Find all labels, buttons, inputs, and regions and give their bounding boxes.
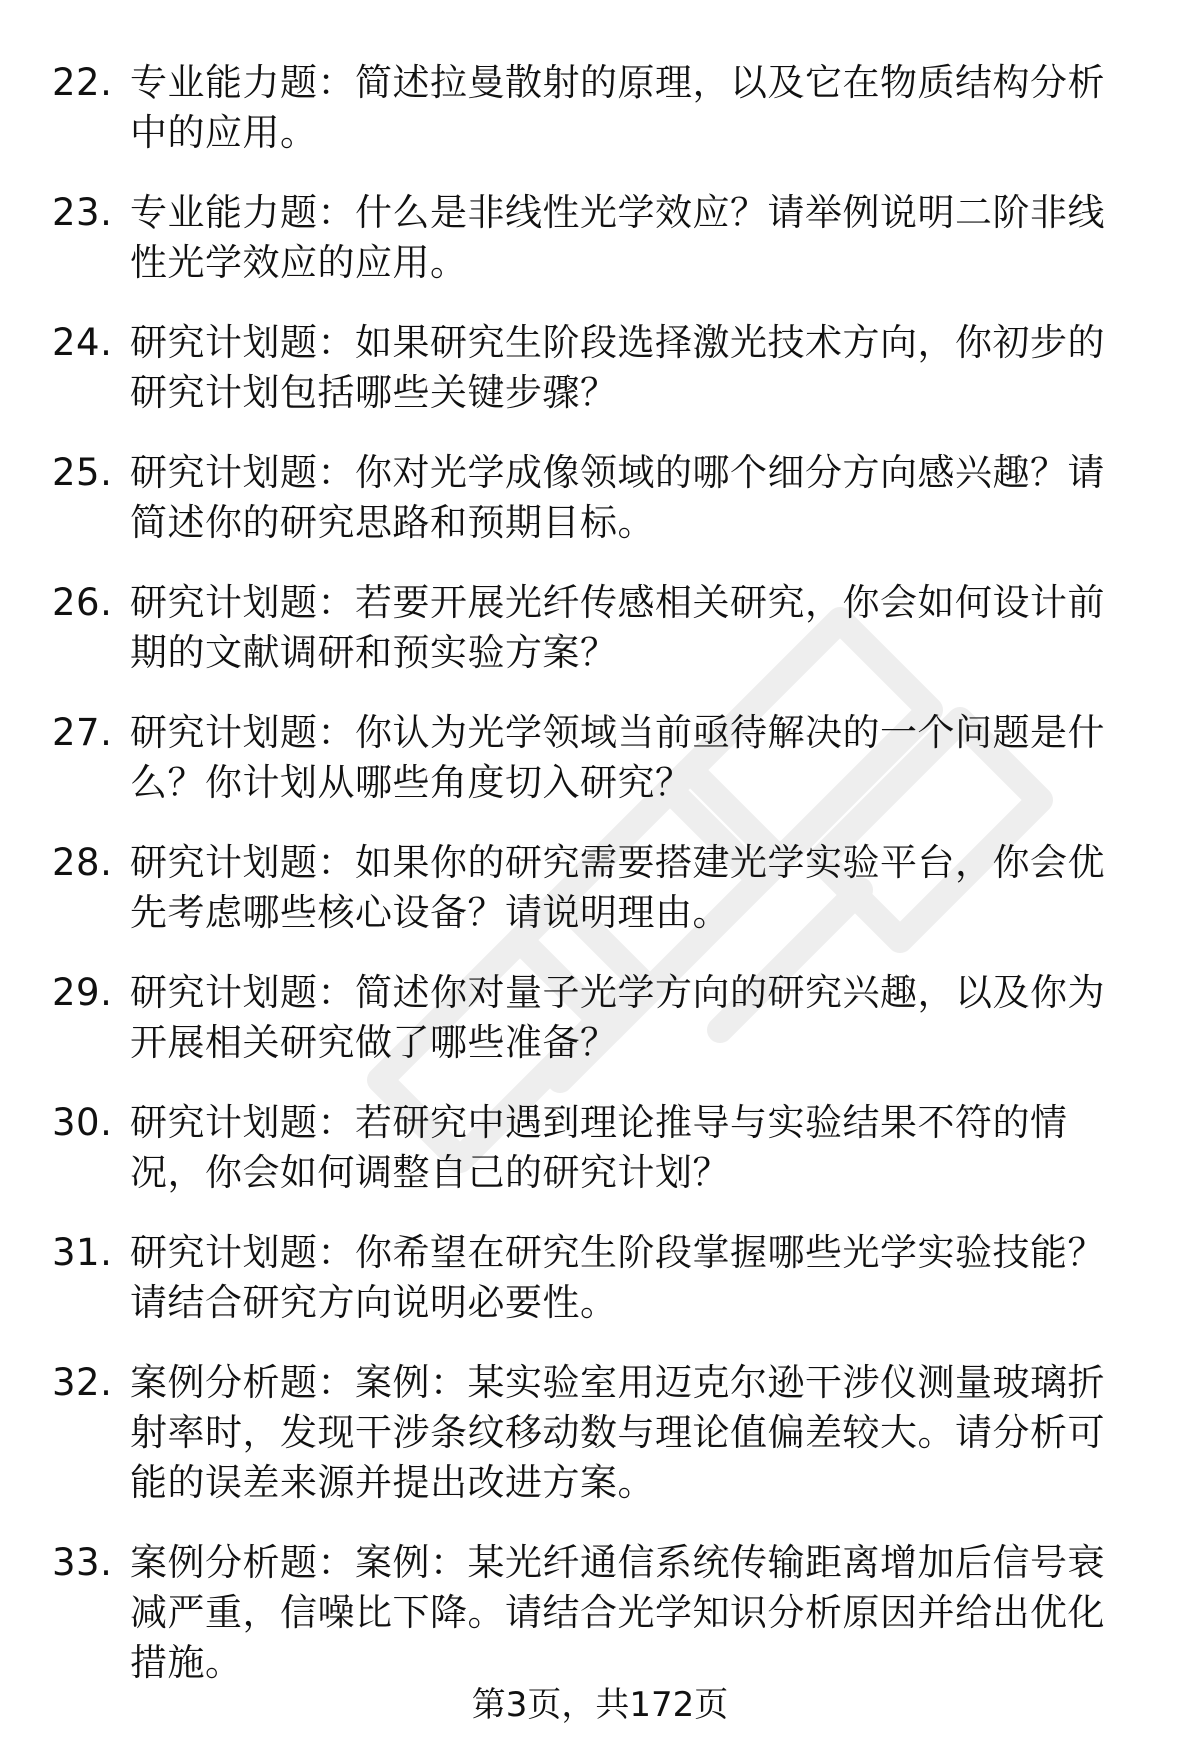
question-text: 研究计划题：你对光学成像领域的哪个细分方向感兴趣？请简述你的研究思路和预期目标。 (130, 451, 1105, 544)
question-text: 研究计划题：若要开展光纤传感相关研究，你会如何设计前期的文献调研和预实验方案？ (130, 581, 1105, 674)
list-item (0, 58, 1200, 158)
list-item (0, 1228, 1200, 1328)
question-text: 研究计划题：如果你的研究需要搭建光学实验平台，你会优先考虑哪些核心设备？请说明理由。 (130, 841, 1105, 934)
question-text: 研究计划题：你认为光学领域当前亟待解决的一个问题是什么？你计划从哪些角度切入研究？ (130, 711, 1105, 804)
list-item (0, 708, 1200, 808)
question-list (0, 58, 1200, 1718)
question-number: 23. (52, 191, 113, 234)
question-text: 案例分析题：案例：某实验室用迈克尔逊干涉仪测量玻璃折射率时，发现干涉条纹移动数与理论值偏差较大。请分析可能的误差来源并提出改进方案。 (130, 1361, 1105, 1504)
list-item (0, 1358, 1200, 1508)
list-item (0, 318, 1200, 418)
question-text: 研究计划题：你希望在研究生阶段掌握哪些光学实验技能？请结合研究方向说明必要性。 (130, 1231, 1105, 1324)
question-text: 案例分析题：案例：某光纤通信系统传输距离增加后信号衰减严重，信噪比下降。请结合光学知识分析原因并给出优化措施。 (130, 1541, 1105, 1684)
page-number-label: 第3页，共172页 (471, 1685, 729, 1725)
question-text: 专业能力题：简述拉曼散射的原理，以及它在物质结构分析中的应用。 (130, 61, 1105, 154)
question-number: 30. (52, 1101, 113, 1144)
list-item (0, 968, 1200, 1068)
question-number: 31. (52, 1231, 113, 1274)
list-item (0, 1538, 1200, 1688)
list-item (0, 838, 1200, 938)
page-footer (0, 1682, 1200, 1728)
list-item (0, 578, 1200, 678)
question-number: 24. (52, 321, 113, 364)
question-number: 25. (52, 451, 113, 494)
question-text: 专业能力题：什么是非线性光学效应？请举例说明二阶非线性光学效应的应用。 (130, 191, 1105, 284)
list-item (0, 448, 1200, 548)
question-text: 研究计划题：简述你对量子光学方向的研究兴趣，以及你为开展相关研究做了哪些准备？ (130, 971, 1105, 1064)
question-number: 33. (52, 1541, 113, 1584)
question-text: 研究计划题：如果研究生阶段选择激光技术方向，你初步的研究计划包括哪些关键步骤？ (130, 321, 1105, 414)
question-number: 22. (52, 61, 113, 104)
question-text: 研究计划题：若研究中遇到理论推导与实验结果不符的情况，你会如何调整自己的研究计划？ (130, 1101, 1068, 1194)
question-number: 27. (52, 711, 113, 754)
list-item (0, 1098, 1200, 1198)
question-number: 28. (52, 841, 113, 884)
list-item (0, 188, 1200, 288)
question-number: 29. (52, 971, 113, 1014)
question-number: 32. (52, 1361, 113, 1404)
question-number: 26. (52, 581, 113, 624)
